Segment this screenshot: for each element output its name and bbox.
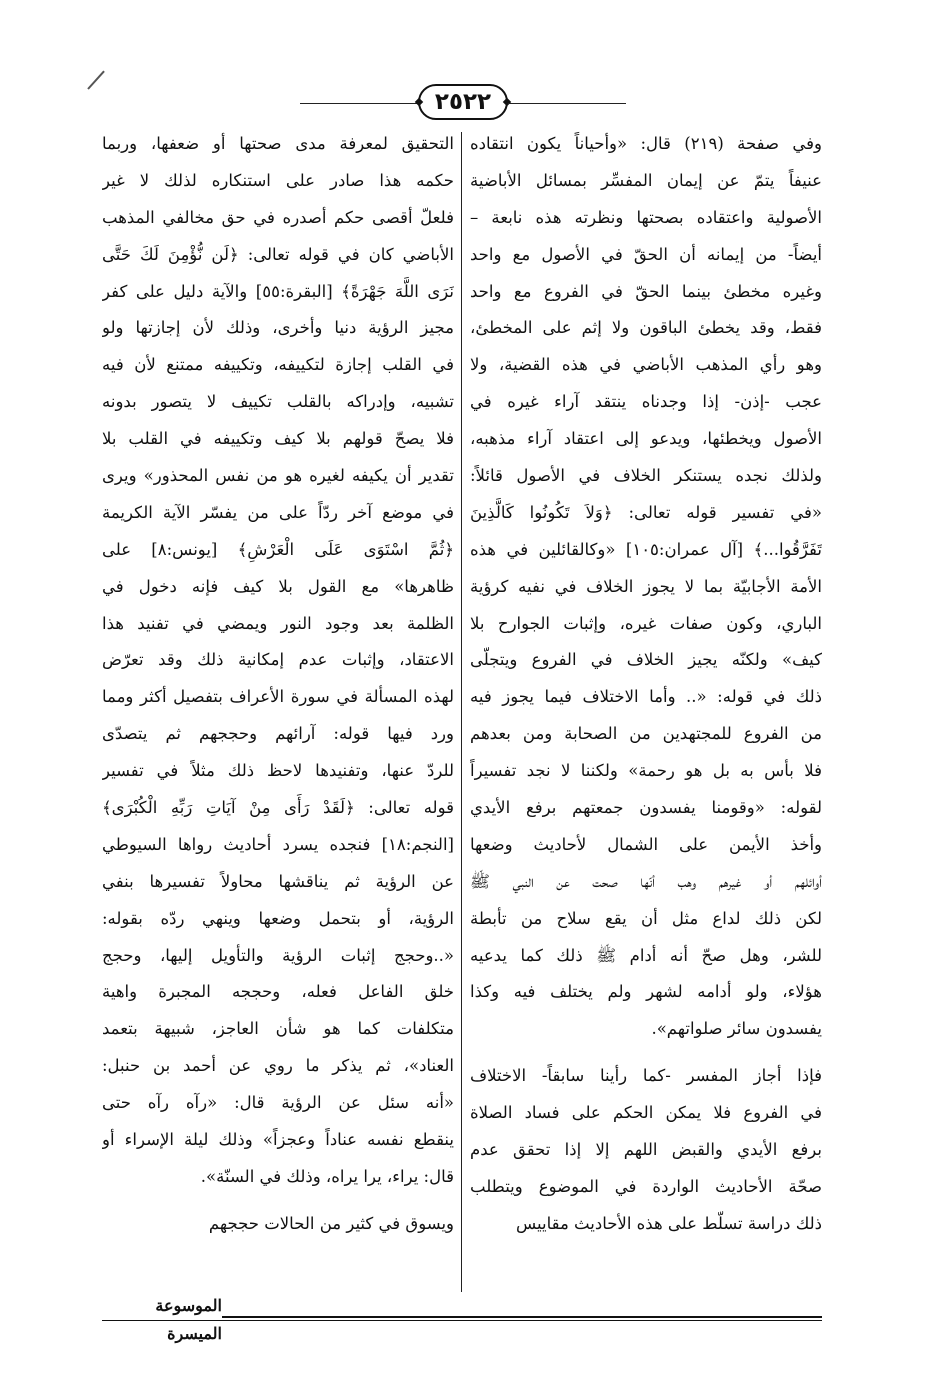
text-line: عنيفاً يتمّ عن إيمان المفسِّر بمسائل الأباضية: [470, 170, 822, 190]
text-line: الظلمة بعد وجود النور ويمضي في تفنيد هذا: [102, 613, 454, 633]
header-rule-right: [508, 103, 626, 104]
column-divider: [461, 132, 462, 1292]
text-line: فإذا أجاز المفسر -كما رأينا سابقاً- الاختلاف: [470, 1066, 822, 1086]
text-line: وفي صفحة (٢١٩) قال: «وأحياناً يكون انتقاده: [470, 134, 822, 153]
text-line: فقط، وقد يخطئ الباقون ولا إثم على المخطئ،: [470, 318, 822, 338]
text-line: الأصولية واعتقاده بصحتها ونظرته هذه نابعة –: [470, 207, 822, 227]
text-line: ذلك في قوله: «.. وأما الاختلاف فيما يجوز فيه: [470, 687, 822, 707]
text-line: فلا بأس به بل هو رحمة» ولكننا لا نجد تفسيراً: [470, 761, 822, 781]
header-rule-left: [300, 103, 418, 104]
text-line: «..وحجج إثبات الرؤية والتأويل إليها، وحجج: [102, 945, 454, 965]
page-footer: [0, 1290, 931, 1343]
text-line: تَفَرَّقُوا...﴾ [آل عمران:١٠٥] «وكالقائلين في هذه: [470, 539, 822, 559]
text-line: في موضع آخر ردّاً على من يفسّر الآية الكريمة: [102, 502, 454, 522]
text-line: العناد»، ثم يذكر ما روي عن أحمد بن حنبل:: [102, 1056, 454, 1076]
text-line: عن الرؤية ثم يناقشها محاولاً تفسيرها بنفي: [102, 871, 454, 891]
text-line: ولذلك نجده يستنكر الخلاف في الأصول قائلاً:: [470, 466, 822, 486]
text-line: ظاهرها» مع القول بلا كيف فإنه دخول في: [102, 576, 454, 596]
text-line: أوائلهم أو غيرهم وهب أنّها صحت عن النبي ﷺ: [470, 871, 822, 891]
text-line: الأمة الأجابيّة بما لا يجوز الخلاف في نفيه كرؤية: [470, 576, 822, 596]
text-line: ورد فيها قوله: آرائهم وحججهم ثم يتصدّى: [102, 724, 454, 744]
text-line: الأصول ويخطئها، ويدعو إلى اعتقاد آراء مذهبه،: [470, 429, 822, 449]
text-line: ينقطع نفسه عناداً وعجزاً» وذلك ليلة الإسراء أو: [102, 1130, 454, 1150]
text-line: عجب -إذن- إذا وجدناه ينتقد آراء غيره في: [470, 392, 822, 412]
text-line: خلق الفاعل فعله، وحججه المجبرة واهية: [102, 982, 454, 1002]
text-line: مجيز الرؤية دنيا وأخرى، وذلك لأن إجازتها ولو: [102, 318, 454, 338]
text-line: وغيره مخطئ بينما الحقّ في الفروع مع واحد: [470, 281, 822, 301]
text-line: الباري، وكون صفات غيره، وإثبات الجوارح بلا: [470, 613, 822, 633]
footer-title: الموسوعة الميسرة: [102, 1292, 222, 1320]
text-line: من الفروع للمجتهدين من الصحابة ومن بعدهم: [470, 724, 822, 744]
text-line: هؤلاء، ولو أدامه لشهر ولم يختلف فيه وكذا: [470, 982, 822, 1002]
text-line: برفع الأيدي والقبض اللهم إلا إذا تحقق عدم: [470, 1140, 822, 1160]
footer-rule: [222, 1316, 822, 1318]
text-line: «أنه سئل عن الرؤية قال: «رآه رآه حتى: [102, 1093, 454, 1113]
text-line: متكلفات كما هو شأن العاجز، شبيهة بتعمد: [102, 1019, 454, 1039]
text-line: «في تفسير قوله تعالى: ﴿وَلاَ تَكُونُوا كَالَّذِينَ: [470, 502, 822, 522]
text-line: الاعتقاد، وإثبات عدم إمكانية ذلك وقد تعرّض: [102, 650, 454, 670]
text-line: في القلب إجازة لتكييفه، وتكييفه ممتنع لأن فيه: [102, 355, 454, 375]
right-column: [470, 126, 822, 1243]
text-line: للشر، وهل صحّ أنه أدام ﷺ ذلك كما يدعيه: [470, 945, 822, 965]
text-line: تقدير أن يكيفه لغيره هو من نفس المحذور» ويرى: [102, 466, 454, 486]
text-line: نَرَى اللَّهَ جَهْرَةً﴾ [البقرة:٥٥] والآية دليل على كفر: [102, 281, 454, 301]
text-line: لكن ذلك لداع مثل أن يقع سلاح من تأبطة: [470, 908, 822, 928]
text-line: [النجم:١٨] فنجده يسرد أحاديث رواها السيوطي: [102, 834, 454, 854]
text-line: لهذه المسألة في سورة الأعراف بتفصيل أكثر ومما: [102, 687, 454, 707]
text-line: في الفروع فلا يمكن الحكم على فساد الصلاة: [470, 1103, 822, 1123]
left-column: [102, 126, 454, 1243]
text-line: ويسوق في كثير من الحالات حججهم: [208, 1213, 454, 1233]
text-line: وهو رأي المذهب الأباضي في هذه القضية، ولا: [470, 355, 822, 375]
text-line: قال: يراء، يرا يراه، وذلك في السنّة».: [200, 1166, 454, 1186]
text-line: تشبيه، وإدراكه بالقلب تكييف لا يتصور بدونه: [102, 392, 454, 412]
text-line: كيف» ولكنّه يجيز الخلاف في الفروع ويتجلّى: [470, 650, 822, 670]
text-line: الأباضي كان في قوله تعالى: ﴿لَن نُّؤْمِنَ لَكَ حَتَّى: [102, 244, 454, 264]
text-line: وأخذ الأيمن على الشمال لأحاديث وضعها: [470, 834, 822, 854]
page-number: ٢٥٢٢: [418, 84, 508, 120]
page-header: [0, 84, 931, 124]
text-line: ﴿ثُمَّ اسْتَوَى عَلَى الْعَرْشِ﴾ [يونس:٨] على: [102, 539, 454, 559]
text-line: الرؤية، أو بتحمل وضعها وينهي ردّه بقوله:: [102, 908, 454, 928]
text-line: قوله تعالى: ﴿لَقَدْ رَأَى مِنْ آيَاتِ رَبِّهِ الْكُبْرَى﴾: [102, 798, 454, 818]
text-line: التحقيق لمعرفة مدى صحتها أو ضعفها، وربما: [102, 134, 454, 153]
text-line: صحّة الأحاديث الواردة في الموضوع ويتطلب: [470, 1176, 822, 1196]
text-line: حكمه هذا صادر على استنكاره لذلك لا غير: [102, 170, 454, 190]
text-line: للردّ عنها، وتفنيدها لاحظ ذلك مثلاً في تفسير: [102, 761, 454, 781]
text-line: فلا يصحّ قولهم بلا كيف وتكييفه في القلب بلا: [102, 429, 454, 449]
text-line: فلعلّ أقصى حكم أصدره في حق مخالفي المذهب: [102, 207, 454, 227]
text-line: لقوله: «وقومنا يفسدون جمعتهم برفع الأيدي: [470, 798, 822, 818]
text-line: ذلك دراسة تسلّط على هذه الأحاديث مقاييس: [515, 1213, 822, 1233]
text-line: يفسدون سائر صلواتهم».: [651, 1019, 822, 1039]
text-line: أيضاً- من إيمانه أن الحقّ في الأصول مع واحد: [470, 244, 822, 264]
